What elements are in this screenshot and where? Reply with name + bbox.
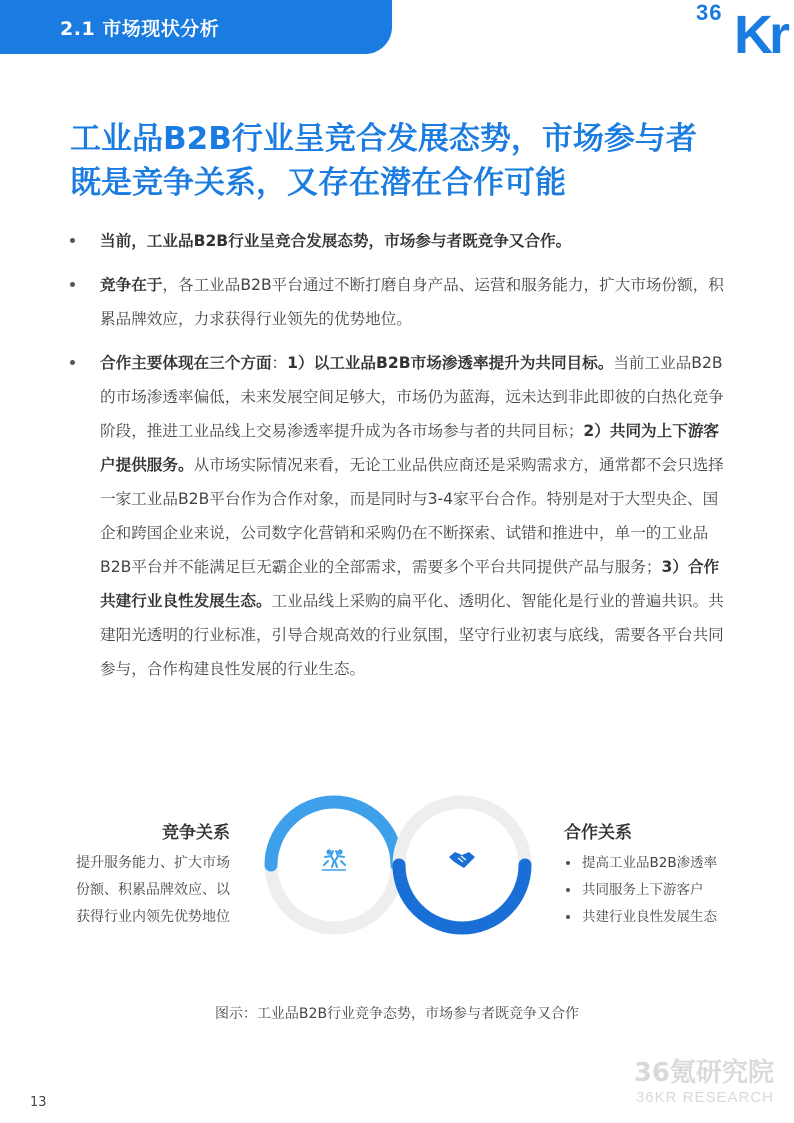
bullet-bold: 合作主要体现在三个方面 — [100, 354, 272, 372]
36kr-logo — [694, 0, 794, 54]
bullet-bold: 竞争在于 — [100, 276, 163, 294]
page-title — [70, 117, 750, 205]
bullet-text: ，各工业品B2B平台通过不断打磨自身产品、运营和服务能力，扩大市场份额，积累品牌效应，力求获得行业领先的优势地位。 — [100, 276, 724, 328]
bullet-bold: 3）合作共建行业良性发展生态。 — [100, 558, 720, 610]
page-title-line-1: 工业品B2B行业呈竞合发展态势，市场参与者 — [70, 121, 697, 157]
cooperation-item: 提高工业品B2B渗透率 — [566, 850, 717, 877]
people-competing-icon — [322, 849, 346, 870]
logo-letters: Kr — [734, 5, 787, 54]
cooperation-list — [566, 850, 717, 931]
cooperation-item: 共建行业良性发展生态 — [566, 904, 717, 931]
figure-caption: 图示：工业品B2B行业竞争态势，市场参与者既竞争又合作 — [214, 1006, 580, 1022]
competition-description — [50, 850, 230, 931]
section-header-bar — [0, 0, 392, 54]
page-number: 13 — [30, 1095, 47, 1110]
relationship-figure — [0, 790, 794, 940]
competition-title: 竞争关系 — [162, 823, 230, 843]
bullet-text: 从市场实际情况来看，无论工业品供应商还是采购需求方，通常都不会只选择一家工业品B2B平台作为合作对象，而是同时与3-4家平台合作。特别是对于大型央企、国企和跨国企业来说，公司数字化营销和采购仍在不断探索、试错和推进中，单一的工业品B2B平台并不能满足巨无霸企业的全部需求，需要多个平台共同提供产品与服务； — [100, 456, 724, 576]
watermark-cn: 36氪研究院 — [633, 1058, 774, 1088]
competition-line: 获得行业内领先优势地位 — [76, 909, 230, 925]
cooperation-item: 共同服务上下游客户 — [566, 877, 717, 904]
logo-number: 36 — [696, 0, 723, 25]
section-title: 2.1 市场现状分析 — [60, 17, 220, 40]
bullet-item-cooperation — [70, 346, 730, 686]
bullet-text: 工业品线上采购的扁平化、透明化、智能化是行业的普遍共识。共建阳光透明的行业标准，引导合规高效的行业氛围，坚守行业初衷与底线，需要各平台共同参与，合作构建良性发展的行业生态。 — [100, 592, 724, 678]
right-ring-arc — [399, 865, 525, 928]
left-ring-arc — [271, 802, 397, 865]
cooperation-title: 合作关系 — [564, 823, 632, 843]
watermark — [634, 1057, 774, 1107]
venn-rings — [262, 790, 534, 940]
competition-line: 份额、积累品牌效应、以 — [76, 882, 230, 898]
bullet-bold: 2）共同为上下游客户提供服务。 — [100, 422, 720, 474]
bullet-bold: 1）以工业品B2B市场渗透率提升为共同目标。 — [287, 354, 614, 372]
competition-line: 提升服务能力、扩大市场 — [76, 855, 230, 871]
page-title-line-2: 既是竞争关系，又存在潜在合作可能 — [70, 165, 566, 201]
bullet-bold: 当前，工业品B2B行业呈竞合发展态势，市场参与者既竞争又合作。 — [100, 232, 572, 250]
bullet-text: 当前工业品B2B的市场渗透率偏低，未来发展空间足够大，市场仍为蓝海，远未达到非此即彼的白热化竞争阶段，推进工业品线上交易渗透率提升成为各市场参与者的共同目标； — [100, 354, 724, 440]
bullet-list — [70, 224, 730, 696]
bullet-text: ： — [271, 354, 288, 372]
handshake-icon — [449, 852, 475, 868]
watermark-en: 36KR RESEARCH — [635, 1089, 774, 1106]
bullet-item-competition — [70, 268, 730, 336]
bullet-item-current — [70, 224, 730, 258]
